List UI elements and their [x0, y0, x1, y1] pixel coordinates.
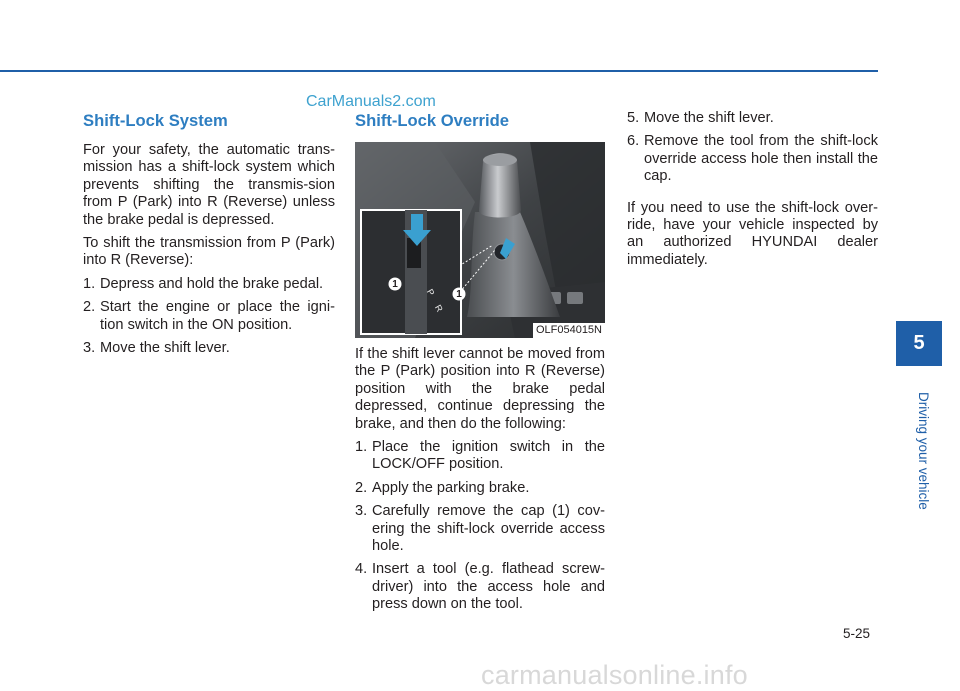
step-text: Apply the parking brake.: [372, 479, 530, 496]
top-rule: [0, 70, 878, 72]
step-text: Remove the tool from the shift-lock override access hole then install the cap.: [644, 133, 878, 185]
list-item: [355, 480, 605, 497]
list-item: [355, 503, 605, 555]
step-number: 1.: [355, 439, 368, 456]
list-item: [83, 276, 335, 293]
override-intro: If the shift lever cannot be moved from the P (Park) position into R (Reverse) position with the brake pedal depressed, continue depressing the brake, and then do the following:: [355, 346, 605, 432]
list-item: [627, 133, 878, 185]
page-number: 5-25: [843, 626, 871, 641]
list-item: [83, 340, 335, 357]
chapter-label: Driving your vehicle: [916, 392, 931, 510]
step-text: Move the shift lever.: [644, 110, 774, 126]
lead-paragraph: To shift the transmission from P (Park) into R (Reverse):: [83, 235, 335, 269]
step-text: Carefully remove the cap (1) cov-ering the shift-lock override access hole.: [372, 503, 605, 555]
step-number: 3.: [83, 340, 96, 357]
gear-label-r: R: [432, 303, 445, 314]
shift-lever-illustration: [355, 142, 605, 338]
step-list: [83, 276, 335, 358]
step-list: [627, 110, 878, 186]
callout-1-inset: 1: [392, 279, 398, 290]
step-number: 3.: [355, 503, 368, 520]
callout-1-main: 1: [456, 289, 462, 300]
step-text: Start the engine or place the igni-tion switch in the ON position.: [100, 299, 335, 333]
inspection-note: If you need to use the shift-lock over-ride, have your vehicle inspected by an authorized HYUNDAI dealer immediately.: [627, 199, 878, 268]
chapter-tab: 5: [896, 321, 942, 366]
column-shift-lock-system: [83, 110, 335, 363]
step-number: 4.: [355, 561, 368, 578]
step-number: 1.: [83, 275, 96, 292]
watermark-top: CarManuals2.com: [306, 93, 436, 110]
step-number: 5.: [627, 110, 640, 126]
step-text: Depress and hold the brake pedal.: [100, 275, 324, 292]
section-title: Shift-Lock System: [83, 111, 228, 130]
shift-lever-figure: [355, 142, 605, 338]
step-text: Insert a tool (e.g. flathead screw-driver) into the access hole and press down on the tool.: [372, 561, 605, 613]
list-item: [355, 439, 605, 474]
list-item: [355, 561, 605, 613]
section-title: Shift-Lock Override: [355, 111, 509, 130]
column-continued-steps: [627, 110, 878, 275]
step-text: Move the shift lever.: [100, 340, 230, 357]
column-shift-lock-override: [355, 110, 605, 620]
step-number: 2.: [355, 479, 368, 496]
figure-code: OLF054015N: [533, 323, 605, 338]
step-number: 2.: [83, 299, 96, 316]
watermark-bottom: carmanualsonline.info: [481, 660, 748, 690]
step-number: 6.: [627, 133, 640, 150]
list-item: [627, 110, 878, 127]
step-list: [355, 439, 605, 614]
step-text: Place the ignition switch in the LOCK/OFF position.: [372, 439, 605, 473]
gear-label-p: P: [424, 287, 437, 298]
intro-paragraph: For your safety, the automatic trans-mission has a shift-lock system which prevents shifting the transmis-sion from P (Park) into R (Reverse) unless the brake pedal is depressed.: [83, 142, 335, 228]
list-item: [83, 299, 335, 334]
